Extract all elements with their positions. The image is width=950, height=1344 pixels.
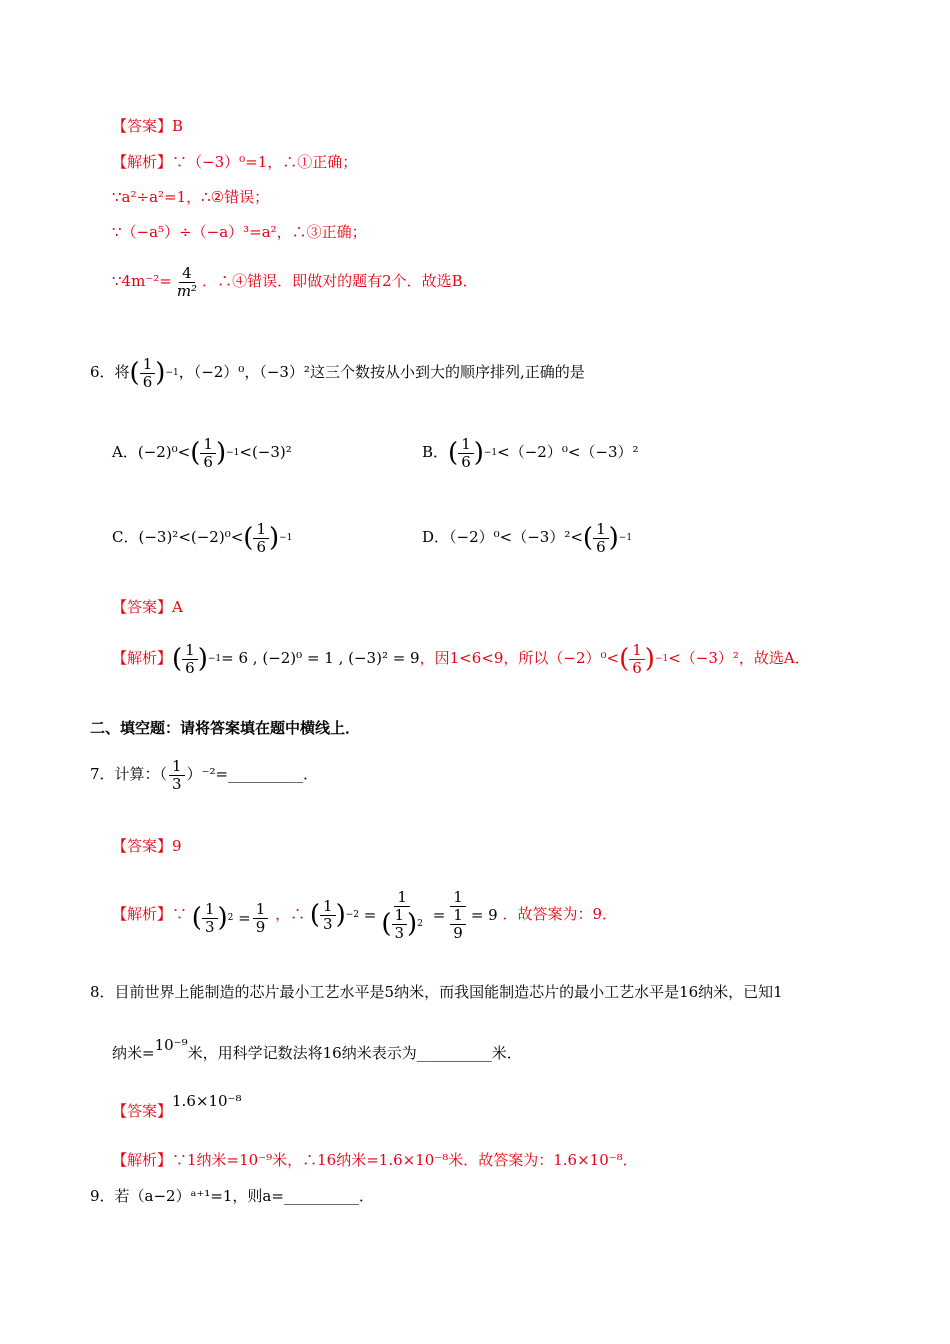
section-2-heading: 二、填空题：请将答案填在题中横线上． <box>90 719 361 737</box>
q8-stem-line1: 8．目前世界上能制造的芯片最小工艺水平是5纳米，而我国能制造芯片的最小工艺水平是16纳米，已知1 <box>90 983 783 1001</box>
q6-option-b[interactable]: B． ( $\frac{1}{6}$ ) −1 <（−2）⁰<（−3）² <box>422 434 639 471</box>
q6-analysis: 【解析】 ( $\frac{1}{6}$ ) −1 = 6 , (−2)⁰ = 1 , (−3)² = 9，因1<6<9，所以（−2）⁰< ( $\frac{1}{6}$ ) −1 <（−3）²，故选A． <box>112 640 810 677</box>
q7-stem: 7．计算：（ $\frac{1}{3}$ ）⁻²=__________． <box>90 756 319 793</box>
q6-answer: 【答案】A <box>112 598 183 616</box>
q8-answer: 【答案】1.6×10⁻⁸ <box>112 1092 242 1120</box>
q6-option-a[interactable]: A．(−2)⁰< ( $\frac{1}{6}$ ) −1 <(−3)² <box>112 434 292 471</box>
q5-answer: 【答案】B <box>112 117 184 135</box>
q5-fraction: $\frac{4}{\text{m²}}$ <box>176 263 198 300</box>
q7-analysis: 【解析】∵ ( $\frac{1}{3}$ ) 2 = $\frac{1}{9}$ ，∴ ( $\frac{1}{3}$ ) −2 = 1 ( $\frac{1}{3}$ ) 2 = $\frac{1}{\frac{1}{9}}$ = 9 ．故答案为：9． <box>112 887 618 942</box>
q7-answer: 【答案】9 <box>112 837 182 855</box>
q8-stem-line2: 纳米=10⁻⁹米，用科学记数法将16纳米表示为__________米． <box>112 1036 522 1062</box>
q5-analysis-line3: ∵（−a⁵）÷（−a）³=a²，∴③正确； <box>112 223 367 241</box>
q6-stem: 6．将 ( $\frac{1}{6}$ ) −1 ，（−2）⁰，（−3）²这三个数按从小到大的顺序排列,正确的是 <box>90 354 585 391</box>
q8-analysis: 【解析】∵1纳米=10⁻⁹米，∴16纳米=1.6×10⁻⁸米．故答案为：1.6×10⁻⁸． <box>112 1151 638 1169</box>
q5-analysis-line2: ∵a²÷a²=1，∴②错误； <box>112 188 270 206</box>
q5-analysis-line1: 【解析】∵（−3）⁰=1，∴①正确； <box>112 153 358 171</box>
q6-option-c[interactable]: C．(−3)²<(−2)⁰< ( $\frac{1}{6}$ ) −1 <box>112 519 293 556</box>
q6-frac-expr: ( $\frac{1}{6}$ ) −1 <box>129 354 179 391</box>
q9-stem: 9．若（a−2）ᵃ⁺¹=1，则a=__________． <box>90 1187 374 1205</box>
q5-analysis-line4: ∵4m⁻²= $\frac{4}{\text{m²}}$ ．∴④错误．即做对的题有2个．故选B． <box>112 263 478 300</box>
q6-option-d[interactable]: D．（−2）⁰<（−3）²< ( $\frac{1}{6}$ ) −1 <box>422 519 633 556</box>
